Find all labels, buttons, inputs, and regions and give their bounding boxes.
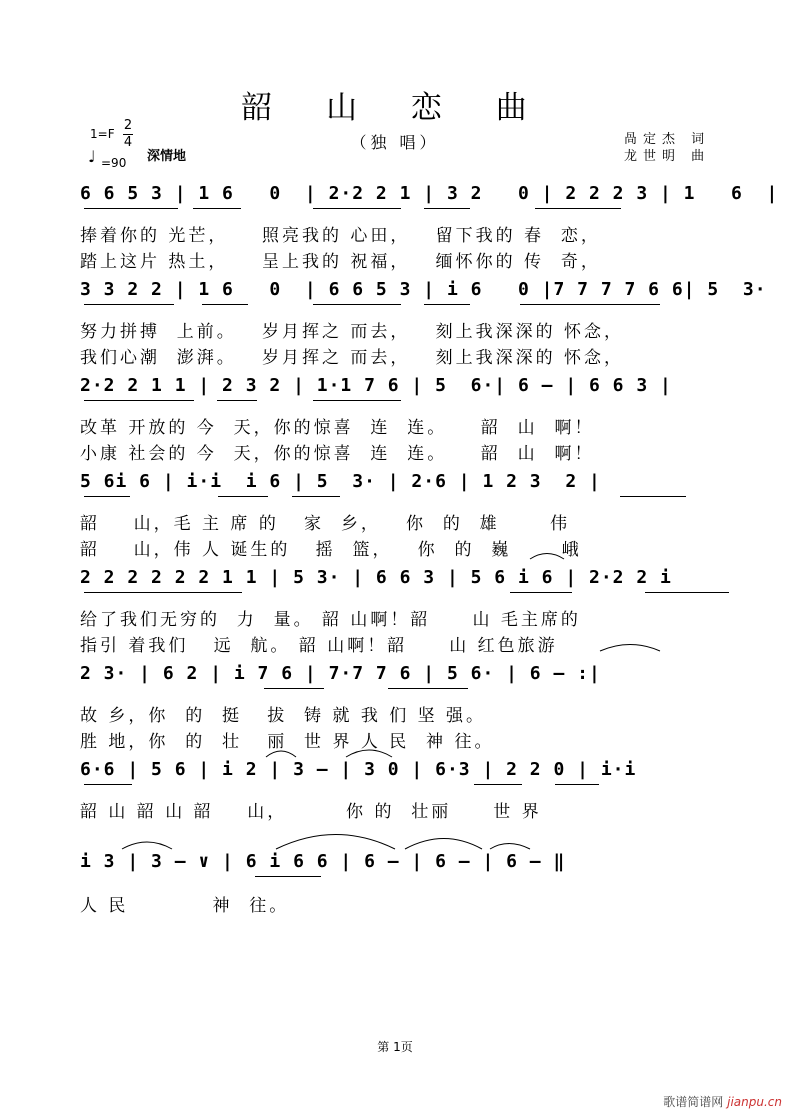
slur-arc <box>122 842 172 849</box>
lyric-verse-2: 韶 山，伟 人 诞生的 摇 篮， 你 的 巍 峨 <box>80 540 582 560</box>
key-signature: 1=F <box>90 127 115 141</box>
composer-credit: 龙世明 曲 <box>624 149 711 164</box>
lyric-verse-1: 韶 山 韶 山 韶 山， 你 的 壮丽 世 界 <box>80 802 542 822</box>
notes-line: 2 3· | 6 2 | i 7 6 | 7·7 7 6 | 5 6· | 6 – :| <box>80 663 601 684</box>
lyric-verse-2: 踏上这片 热土， 呈上我的 祝福， 缅怀你的 传 奇， <box>80 252 601 272</box>
watermark <box>663 1093 782 1110</box>
slur-arc <box>490 844 530 850</box>
lyric-verse-2: 指引 着我们 远 航。 韶 山啊！韶 山 红色旅游 <box>80 636 558 656</box>
subtitle: （独 唱） <box>350 133 440 152</box>
slur-arc <box>346 750 392 757</box>
song-title: 韶 山 恋 曲 <box>241 90 549 126</box>
lyric-verse-1: 给了我们无穷的 力 量。 韶 山啊！韶 山 毛主席的 <box>80 610 581 630</box>
lyric-verse-1: 改革 开放的 今 天，你的惊喜 连 连。 韶 山 啊！ <box>80 418 595 438</box>
time-signature-bottom: 4 <box>123 135 133 150</box>
notes-line: 3 3 2 2 | 1 6 0 | 6 6 5 3 | i 6 0 |7 7 7 7 6 6| 5 3· <box>80 279 767 300</box>
notes-line: i 3 | 3 – ∨ | 6 i 6 6 | 6 – | 6 – | 6 – ‖ <box>80 851 566 872</box>
lyric-verse-1: 努力拼搏 上前。 岁月挥之 而去， 刻上我深深的 怀念， <box>80 322 625 342</box>
notes-line: 6 6 5 3 | 1 6 0 | 2·2 2 1 | 3 2 0 | 2 2 2 3 | 1 6 | <box>80 183 779 204</box>
lyricist-credit: 咼定杰 词 <box>624 132 711 147</box>
lyric-verse-1: 故 乡，你 的 挺 拔 铸 就 我 们 坚 强。 <box>80 706 487 726</box>
slur-arc <box>530 554 564 560</box>
lyric-verse-2: 小康 社会的 今 天，你的惊喜 连 连。 韶 山 啊！ <box>80 444 595 464</box>
time-signature-top: 2 <box>123 118 133 133</box>
slur-arc <box>276 835 395 850</box>
page-number: 第 1页 <box>377 1040 413 1054</box>
slur-arc <box>266 751 296 757</box>
quarter-note-icon: ♩ <box>88 147 96 166</box>
notes-line: 5 6i 6 | i·i i 6 | 5 3· | 2·6 | 1 2 3 2 | <box>80 471 601 492</box>
tempo-marking: =90 <box>101 156 127 170</box>
notes-line: 2·2 2 1 1 | 2 3 2 | 1·1 7 6 | 5 6·| 6 – | 6 6 3 | <box>80 375 672 396</box>
lyric-verse-1: 韶 山，毛 主 席 的 家 乡， 你 的 雄 伟 <box>80 514 571 534</box>
lyric-verse-2: 我们心潮 澎湃。 岁月挥之 而去， 刻上我深深的 怀念， <box>80 348 625 368</box>
expression-mark: 深情地 <box>147 149 187 164</box>
slur-arc <box>600 645 660 652</box>
watermark-text: 歌谱简谱网 <box>663 1095 724 1109</box>
notes-line: 2 2 2 2 2 2 1 1 | 5 3· | 6 6 3 | 5 6 i 6 | 2·2 2 i <box>80 567 672 588</box>
lyric-verse-1: 人 民 神 往。 <box>80 896 290 916</box>
lyric-verse-2: 胜 地，你 的 壮 丽 世 界 人 民 神 往。 <box>80 732 495 752</box>
notes-line: 6·6 | 5 6 | i 2 | 3 – | 3 0 | 6·3 | 2 2 0 | i·i <box>80 759 637 780</box>
slur-arc <box>405 839 482 850</box>
watermark-url: jianpu.cn <box>727 1095 782 1109</box>
lyric-verse-1: 捧着你的 光芒， 照亮我的 心田， 留下我的 春 恋， <box>80 226 601 246</box>
